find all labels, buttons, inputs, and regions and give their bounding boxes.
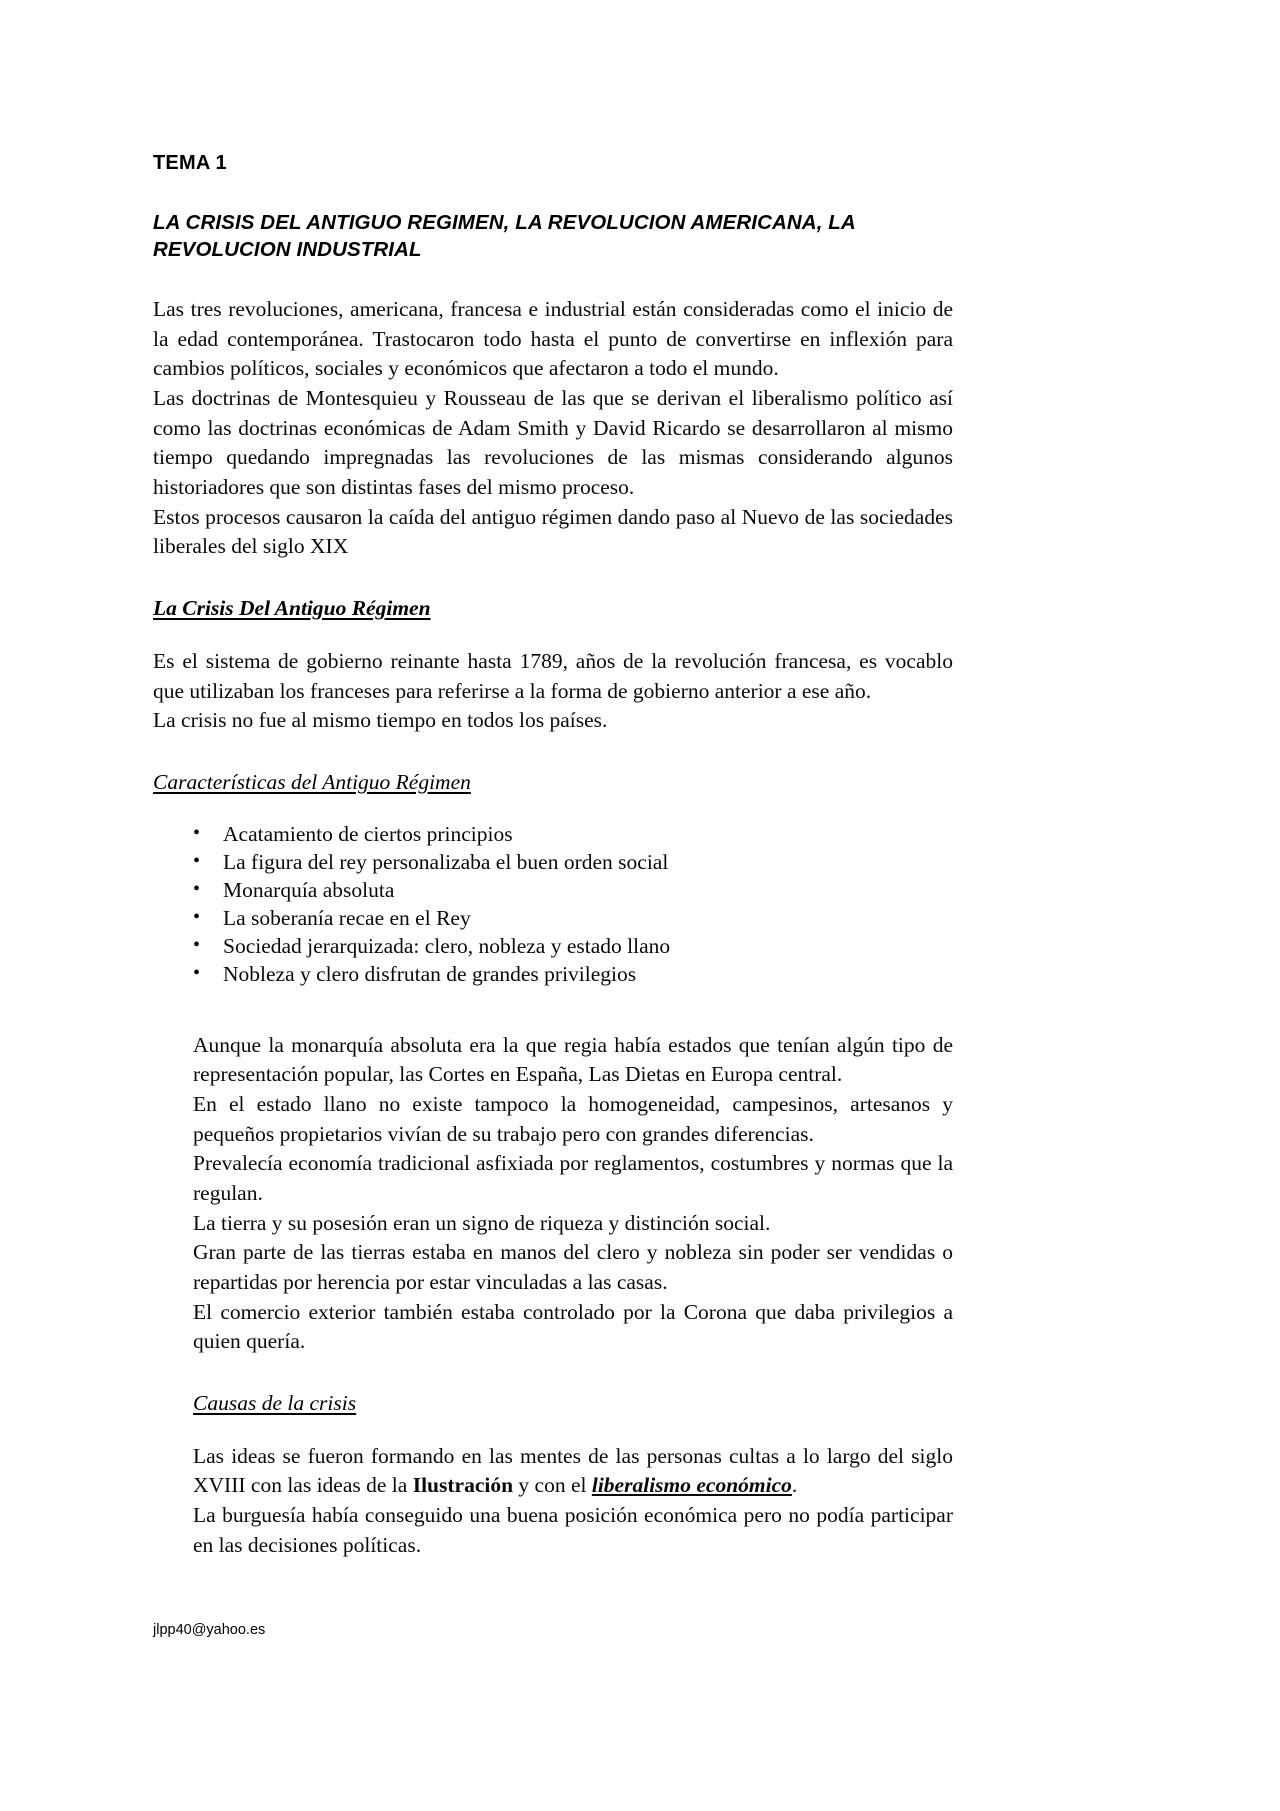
section-crisis-paragraph-2: La crisis no fue al mismo tiempo en todos los países. xyxy=(153,708,608,733)
caracteristicas-paragraph-2: En el estado llano no existe tampoco la homogeneidad, campesinos, artesanos y pequeños propietarios vivían de su trabajo pero con grandes diferencias. xyxy=(193,1091,953,1146)
section-causas-heading-row xyxy=(193,1391,953,1416)
section-caracteristicas-heading-row xyxy=(153,770,953,795)
list-item: • Acatamiento de ciertos principios xyxy=(193,821,953,849)
caracteristicas-paragraph-6: El comercio exterior también estaba controlado por la Corona que daba privilegios a quien quería. xyxy=(193,1299,953,1354)
caracteristicas-bullet-list xyxy=(153,821,953,989)
document-title-line-2: REVOLUCION INDUSTRIAL xyxy=(153,238,422,262)
intro-paragraph-1: Las tres revoluciones, americana, francesa e industrial están consideradas como el inicio de la edad contemporánea. Trastocaron todo hasta el punto de convertirse en inflexión para cambios políticos, sociales y económicos que afectaron a todo el mundo. xyxy=(153,297,953,381)
causas-paragraph-1-text-b: y con el xyxy=(513,1473,592,1498)
section-caracteristicas-heading: Características del Antiguo Régimen xyxy=(153,769,471,794)
section-crisis-heading-row xyxy=(153,596,953,621)
causas-paragraph-1-emphasis-term: liberalismo económico xyxy=(591,1473,792,1498)
causas-paragraph-1-text-c: . xyxy=(791,1473,798,1498)
footer-email: jlpp40@yahoo.es xyxy=(153,1622,266,1638)
document-body xyxy=(153,152,953,1560)
tema-label: TEMA 1 xyxy=(153,152,227,174)
list-item: • La figura del rey personalizaba el buen orden social xyxy=(193,849,953,877)
section-causas-heading: Causas de la crisis xyxy=(193,1390,357,1415)
list-item: • Nobleza y clero disfrutan de grandes privilegios xyxy=(193,961,953,989)
causas-paragraph-2: La burguesía había conseguido una buena posición económica pero no podía participar en las decisiones políticas. xyxy=(193,1503,953,1557)
list-item: • La soberanía recae en el Rey xyxy=(193,905,953,933)
intro-paragraph-2: Las doctrinas de Montesquieu y Rousseau de las que se derivan el liberalismo político así como las doctrinas económicas de Adam Smith y David Ricardo se desarrollaron al mismo tiempo quedando impregnadas las revoluciones de las mismas considerando algunos historiadores que son distintas fases del mismo proceso. xyxy=(153,386,953,500)
caracteristicas-paragraph-3: Prevalecía economía tradicional asfixiada por reglamentos, costumbres y normas que la regulan. xyxy=(193,1151,953,1205)
list-item: • Monarquía absoluta xyxy=(193,877,953,905)
caracteristicas-paragraph-4: La tierra y su posesión eran un signo de riqueza y distinción social. xyxy=(193,1210,771,1235)
caracteristicas-paragraph-5: Gran parte de las tierras estaba en manos del clero y nobleza sin poder ser vendidas o repartidas por herencia por estar vinculadas a las casas. xyxy=(193,1240,953,1294)
causas-paragraph-1 xyxy=(193,1442,953,1501)
section-crisis-heading: La Crisis Del Antiguo Régimen xyxy=(153,596,431,620)
list-item: • Sociedad jerarquizada: clero, nobleza y estado llano xyxy=(193,933,953,961)
caracteristicas-detail-block xyxy=(153,1031,953,1561)
document-title-line-1: LA CRISIS DEL ANTIGUO REGIMEN, LA REVOLUCION AMERICANA, LA xyxy=(153,211,856,234)
document-title xyxy=(153,209,953,263)
intro-paragraph-3: Estos procesos causaron la caída del antiguo régimen dando paso al Nuevo de las sociedades liberales del siglo XIX xyxy=(153,504,953,559)
section-crisis-paragraph-1: Es el sistema de gobierno reinante hasta 1789, años de la revolución francesa, es vocablo que utilizaban los franceses para referirse a la forma de gobierno anterior a ese año. xyxy=(153,649,953,703)
caracteristicas-paragraph-1: Aunque la monarquía absoluta era la que regia había estados que tenían algún tipo de representación popular, las Cortes en España, Las Dietas en Europa central. xyxy=(193,1032,953,1087)
causas-paragraph-1-text-a: Las ideas se fueron formando en las mentes de las personas cultas a lo largo del siglo XVIII con las ideas de la xyxy=(193,1443,953,1498)
causas-paragraph-1-bold-term: Ilustración xyxy=(412,1473,514,1498)
